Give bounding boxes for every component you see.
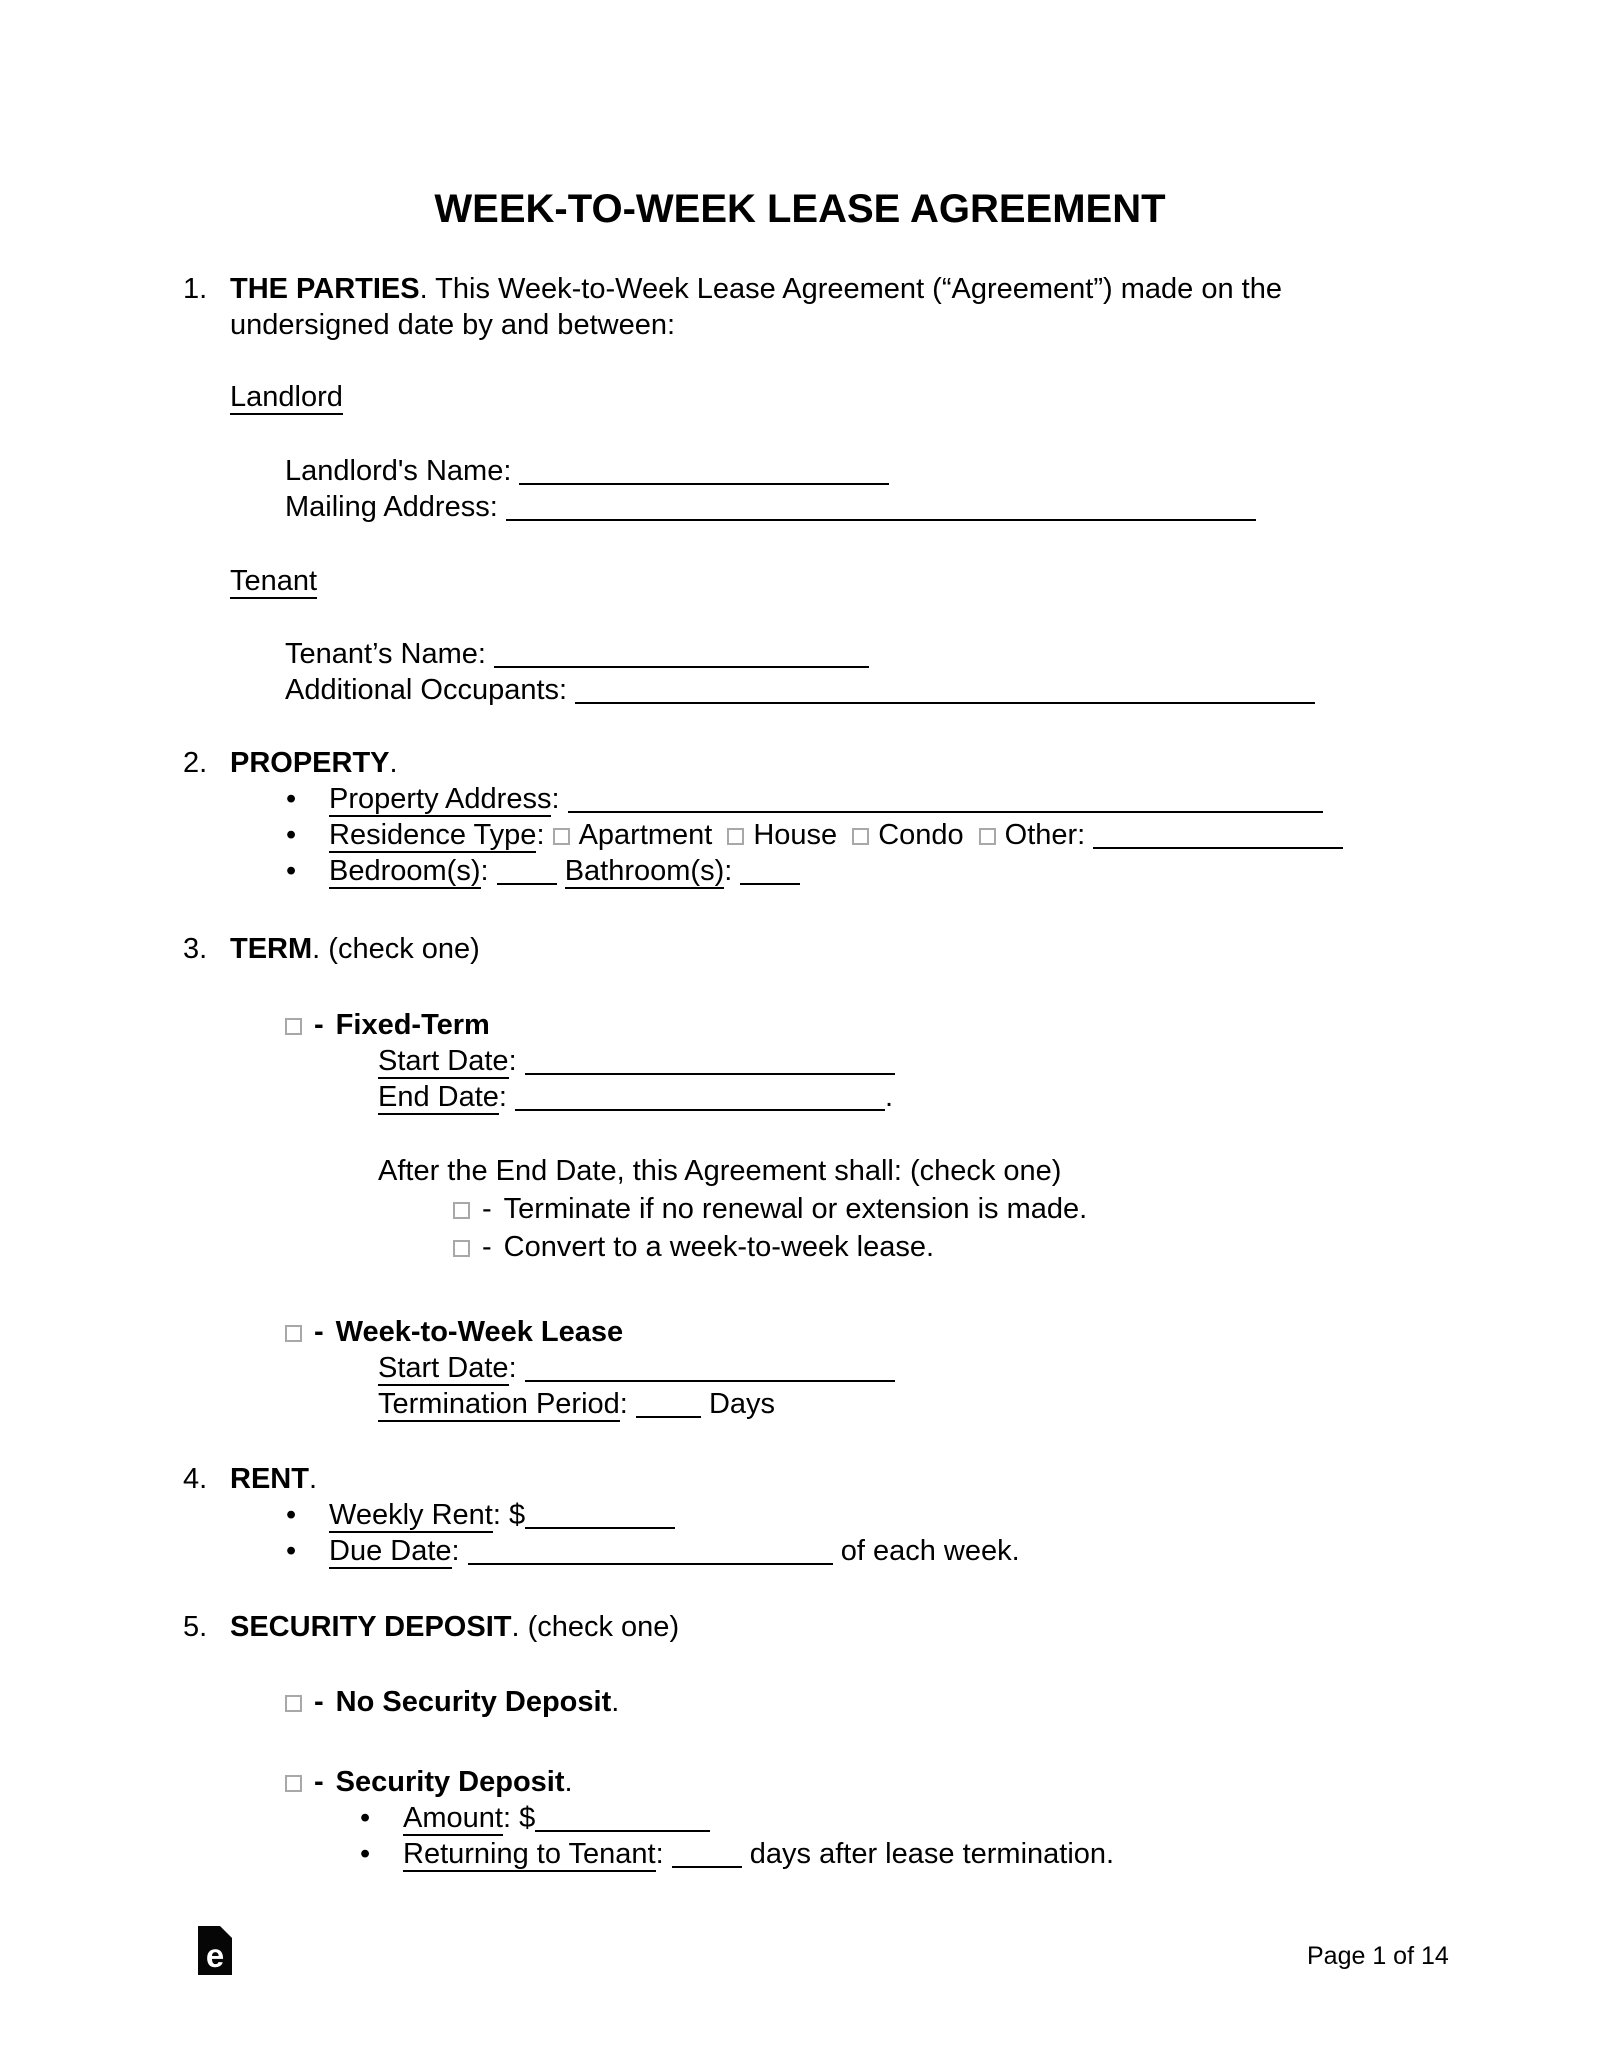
week-to-week-label: Week-to-Week Lease [335, 1316, 624, 1348]
security-heading-suffix: . (check one) [511, 1611, 680, 1643]
dash: - [482, 1193, 492, 1225]
section-number: 4. [183, 1463, 208, 1495]
property-heading: PROPERTY [230, 747, 390, 779]
tenant-name-blank[interactable] [494, 644, 869, 668]
rent-heading: RENT [230, 1463, 309, 1495]
returning-days-blank[interactable] [672, 1844, 742, 1868]
logo-letter: e [205, 1937, 225, 1974]
parties-heading: THE PARTIES [230, 273, 420, 305]
section-number: 3. [183, 933, 208, 965]
fixed-term-checkbox[interactable] [285, 1018, 302, 1035]
security-deposit-checkbox[interactable] [285, 1775, 302, 1792]
page-number: Page 1 of 14 [1307, 1942, 1449, 1970]
fixed-term-label: Fixed-Term [335, 1009, 490, 1041]
period: . [564, 1766, 573, 1798]
colon: : [451, 1535, 460, 1567]
terminate-checkbox[interactable] [453, 1202, 470, 1219]
eforms-logo-icon [198, 1926, 232, 1975]
bullet-icon: • [286, 855, 297, 887]
dash: - [314, 1009, 324, 1041]
week-to-week-checkbox[interactable] [285, 1325, 302, 1342]
condo-checkbox[interactable] [852, 828, 869, 845]
bullet-icon: • [286, 1499, 297, 1531]
terminate-option-row [453, 1191, 1087, 1227]
colon: : [498, 1081, 507, 1113]
other-option-label: Other: [1004, 819, 1086, 851]
other-residence-blank[interactable] [1093, 825, 1343, 849]
bullet-icon: • [286, 1535, 297, 1567]
days-suffix: Days [708, 1388, 776, 1420]
start-date-label: Start Date [378, 1352, 509, 1384]
fixed-end-date-row [378, 1079, 893, 1115]
no-security-deposit-row [285, 1684, 619, 1720]
colon: : [551, 783, 560, 815]
bathrooms-blank[interactable] [740, 861, 800, 885]
termination-period-row [378, 1386, 775, 1422]
apartment-checkbox[interactable] [553, 828, 570, 845]
due-date-label: Due Date [329, 1535, 452, 1567]
mailing-address-blank[interactable] [506, 497, 1256, 521]
end-date-label: End Date [378, 1081, 499, 1113]
weekly-start-date-row [378, 1350, 895, 1386]
bedrooms-blank[interactable] [497, 861, 557, 885]
landlord-name-label: Landlord's Name: [285, 455, 512, 487]
section-number: 1. [183, 273, 208, 305]
dash: - [482, 1231, 492, 1263]
termination-period-blank[interactable] [636, 1394, 701, 1418]
tenant-heading: Tenant [230, 565, 318, 597]
after-end-date-row [378, 1153, 1061, 1189]
residence-type-row [286, 817, 1343, 853]
colon: : [508, 1045, 517, 1077]
colon: : [619, 1388, 628, 1420]
parties-intro-text2: undersigned date by and between: [230, 309, 676, 341]
bedrooms-label: Bedroom(s) [329, 855, 481, 887]
dollar-sign: $ [519, 1802, 536, 1834]
dash: - [314, 1316, 324, 1348]
condo-option-label: Condo [878, 819, 964, 851]
returning-to-tenant-row [360, 1836, 1114, 1872]
bullet-icon: • [360, 1838, 371, 1870]
termination-period-label: Termination Period [378, 1388, 620, 1420]
parties-intro-text: . This Week-to-Week Lease Agreement (“Agreement”) made on the [419, 273, 1282, 305]
terminate-option-label: Terminate if no renewal or extension is made. [503, 1193, 1088, 1225]
tenant-heading-row [230, 563, 317, 599]
bullet-icon: • [286, 819, 297, 851]
weekly-rent-row [286, 1497, 675, 1533]
fixed-end-date-blank[interactable] [515, 1087, 885, 1111]
parties-intro-line1 [183, 271, 1282, 307]
rent-heading-row [183, 1461, 317, 1497]
convert-option-row [453, 1229, 934, 1265]
deposit-amount-blank[interactable] [535, 1808, 710, 1832]
landlord-name-row [285, 453, 889, 489]
deposit-amount-row [360, 1800, 710, 1836]
period: . [885, 1081, 894, 1113]
residence-type-label: Residence Type [329, 819, 537, 851]
bedrooms-bathrooms-row [286, 853, 800, 889]
other-checkbox[interactable] [979, 828, 996, 845]
term-heading-row [183, 931, 480, 967]
dollar-sign: $ [509, 1499, 526, 1531]
dash: - [314, 1766, 324, 1798]
section-number: 5. [183, 1611, 208, 1643]
tenant-name-row [285, 636, 869, 672]
weekly-rent-blank[interactable] [525, 1505, 675, 1529]
landlord-heading-row [230, 379, 343, 415]
security-deposit-heading-row [183, 1609, 679, 1645]
colon: : [480, 855, 489, 887]
parties-intro-line2 [230, 307, 675, 343]
property-heading-row [183, 745, 398, 781]
additional-occupants-blank[interactable] [575, 680, 1315, 704]
bullet-icon: • [286, 783, 297, 815]
additional-occupants-label: Additional Occupants: [285, 674, 568, 706]
colon: : [492, 1499, 501, 1531]
colon: : [655, 1838, 664, 1870]
no-security-deposit-label: No Security Deposit [335, 1686, 612, 1718]
amount-label: Amount [403, 1802, 503, 1834]
after-end-date-text: After the End Date, this Agreement shall: (check one) [378, 1155, 1062, 1187]
no-security-deposit-checkbox[interactable] [285, 1695, 302, 1712]
fixed-term-row [285, 1007, 490, 1043]
term-heading-suffix: . (check one) [312, 933, 480, 965]
house-option-label: House [753, 819, 838, 851]
security-deposit-row [285, 1764, 573, 1800]
due-date-suffix: of each week. [840, 1535, 1020, 1567]
bathrooms-label: Bathroom(s) [564, 855, 725, 887]
section-number: 2. [183, 747, 208, 779]
document-title: WEEK-TO-WEEK LEASE AGREEMENT [434, 187, 1166, 231]
additional-occupants-row [285, 672, 1315, 708]
colon: : [536, 819, 545, 851]
landlord-heading: Landlord [230, 381, 343, 413]
period: . [611, 1686, 620, 1718]
mailing-address-label: Mailing Address: [285, 491, 498, 523]
returning-suffix: days after lease termination. [749, 1838, 1115, 1870]
bullet-icon: • [360, 1802, 371, 1834]
week-to-week-row [285, 1314, 623, 1350]
fixed-start-date-blank[interactable] [525, 1051, 895, 1075]
fixed-start-date-row [378, 1043, 895, 1079]
due-date-row [286, 1533, 1020, 1569]
apartment-option-label: Apartment [578, 819, 713, 851]
rent-heading-suffix: . [308, 1463, 318, 1495]
tenant-name-label: Tenant’s Name: [285, 638, 486, 670]
period: . [389, 747, 398, 779]
due-date-blank[interactable] [468, 1541, 833, 1565]
security-deposit-heading: SECURITY DEPOSIT [230, 1611, 512, 1643]
colon: : [724, 855, 733, 887]
convert-checkbox[interactable] [453, 1240, 470, 1257]
weekly-rent-label: Weekly Rent [329, 1499, 493, 1531]
landlord-name-blank[interactable] [519, 461, 889, 485]
start-date-label: Start Date [378, 1045, 509, 1077]
colon: : [508, 1352, 517, 1384]
property-address-label: Property Address [329, 783, 552, 815]
weekly-start-date-blank[interactable] [525, 1358, 895, 1382]
dash: - [314, 1686, 324, 1718]
colon: : [502, 1802, 512, 1834]
security-deposit-label: Security Deposit [335, 1766, 565, 1798]
returning-to-tenant-label: Returning to Tenant [403, 1838, 656, 1870]
mailing-address-row [285, 489, 1256, 525]
convert-option-label: Convert to a week-to-week lease. [503, 1231, 935, 1263]
term-heading: TERM [230, 933, 313, 965]
house-checkbox[interactable] [727, 828, 744, 845]
property-address-row [286, 781, 1323, 817]
property-address-blank[interactable] [568, 789, 1323, 813]
